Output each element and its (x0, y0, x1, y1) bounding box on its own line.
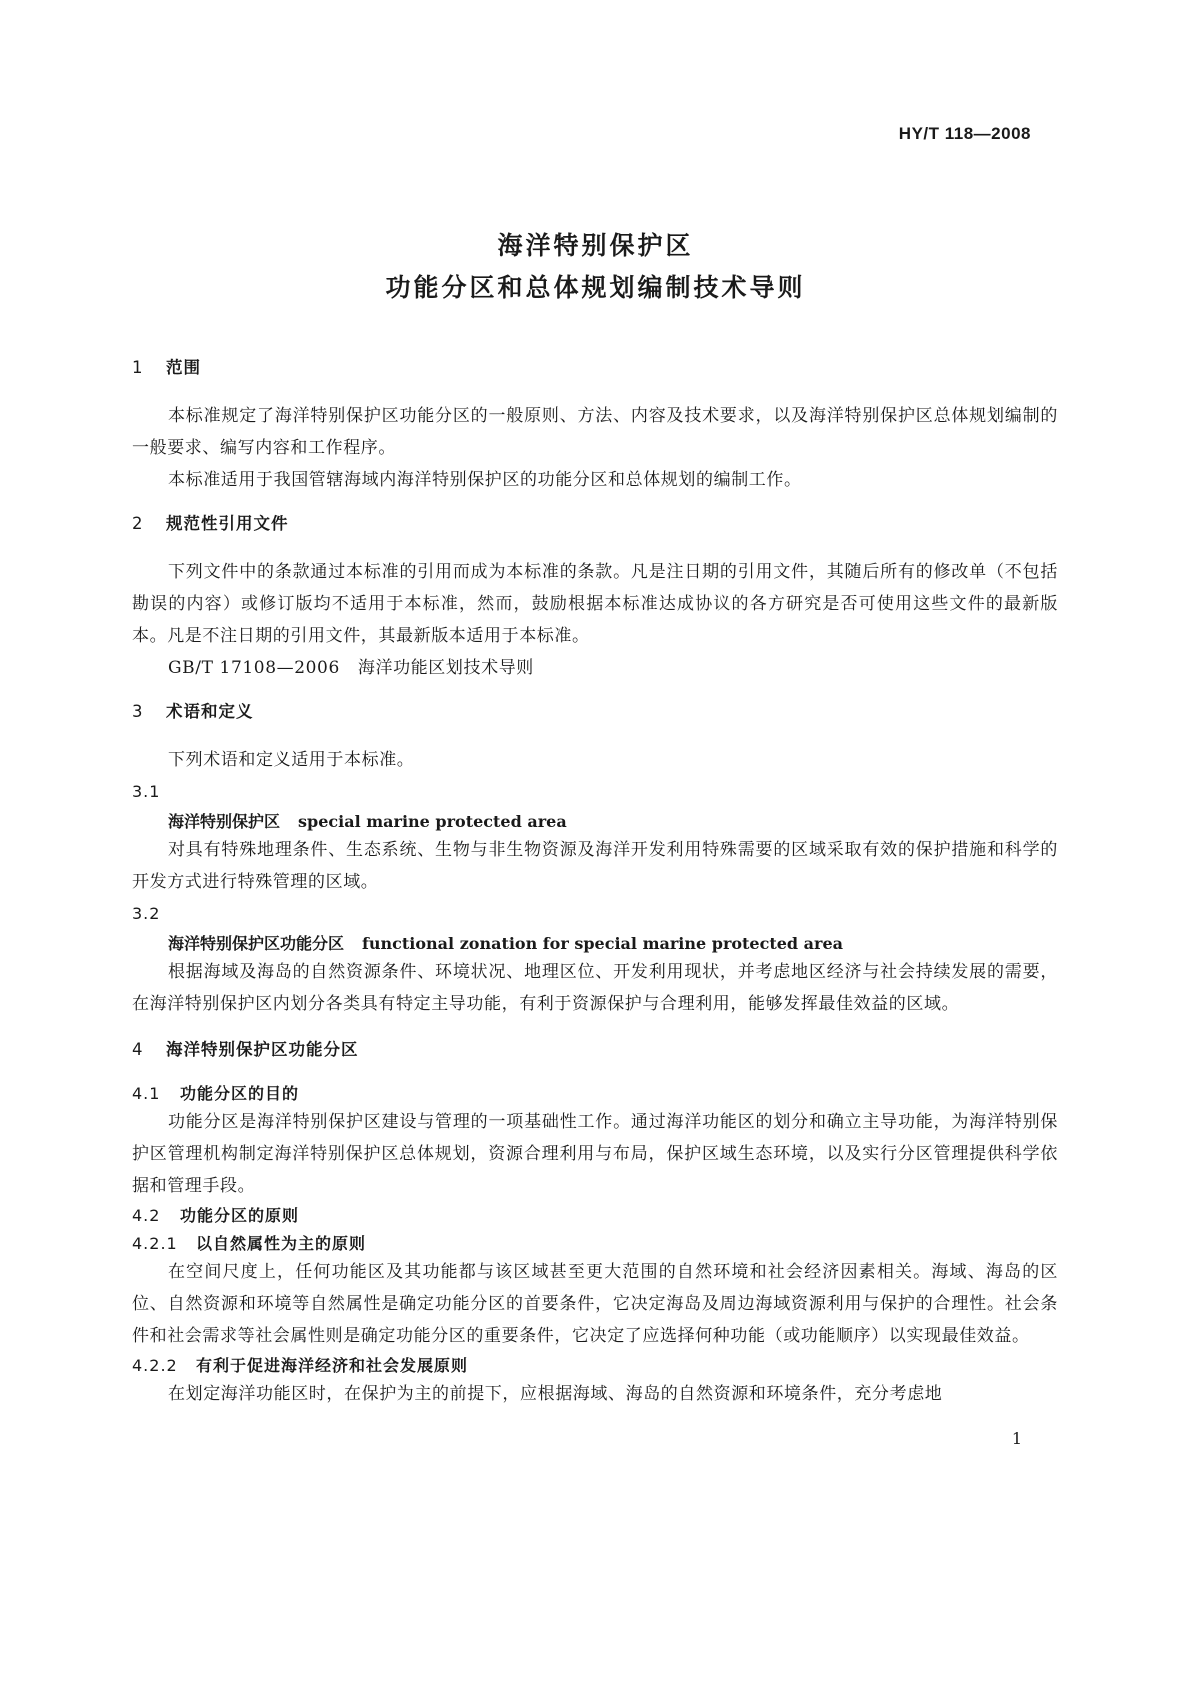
page-number: 1 (1011, 1429, 1022, 1448)
document-title (0, 225, 1191, 309)
section-4-2-1-heading: 4.2.1 以自然属性为主的原则 (132, 1234, 367, 1253)
section-2-heading: 2 规范性引用文件 (132, 514, 289, 533)
section-4-2-2-heading: 4.2.2 有利于促进海洋经济和社会发展原则 (132, 1356, 469, 1375)
title-line-2: 功能分区和总体规划编制技术导则 (385, 273, 806, 302)
s1-paragraph-2: 本标准适用于我国管辖海域内海洋特别保护区的功能分区和总体规划的编制工作。 (168, 470, 802, 490)
s4-1-paragraph: 功能分区是海洋特别保护区建设与管理的一项基础性工作。通过海洋功能区的划分和确立主导功能，为海洋特别保护区管理机构制定海洋特别保护区总体规划，资源合理利用与布局，保护区域生态环境，以及实行分区管理提供科学依据和管理手段。 (132, 1112, 1058, 1196)
term-3-2-definition: 根据海域及海岛的自然资源条件、环境状况、地理区位、开发利用现状，并考虑地区经济与社会持续发展的需要，在海洋特别保护区内划分各类具有特定主导功能，有利于资源保护与合理利用，能够发挥最佳效益的区域。 (132, 962, 1058, 1014)
term-3-1-number: 3.1 (132, 782, 161, 801)
term-3-1-definition: 对具有特殊地理条件、生态系统、生物与非生物资源及海洋开发利用特殊需要的区域采取有效的保护措施和科学的开发方式进行特殊管理的区域。 (132, 840, 1058, 892)
s3-paragraph-1: 下列术语和定义适用于本标准。 (168, 750, 415, 770)
document-body (132, 356, 1058, 1410)
normative-reference (132, 652, 1058, 684)
s4-2-1-paragraph: 在空间尺度上，任何功能区及其功能都与该区域甚至更大范围的自然环境和社会经济因素相关。海域、海岛的区位、自然资源和环境等自然属性是确定功能分区的首要条件，它决定海岛及周边海域资源利用与保护的合理性。社会条件和社会需求等社会属性则是确定功能分区的重要条件，它决定了应选择何种功能（或功能顺序）以实现最佳效益。 (132, 1262, 1058, 1346)
s1-paragraph-1: 本标准规定了海洋特别保护区功能分区的一般原则、方法、内容及技术要求，以及海洋特别保护区总体规划编制的一般要求、编写内容和工作程序。 (132, 406, 1058, 458)
section-4-heading: 4 海洋特别保护区功能分区 (132, 1040, 359, 1059)
reference-code: GB/T 17108—2006 (168, 658, 340, 678)
standard-code: HY/T 118—2008 (898, 124, 1031, 143)
title-line-1: 海洋特别保护区 (497, 231, 694, 260)
reference-title: 海洋功能区划技术导则 (357, 658, 534, 678)
term-3-2-number: 3.2 (132, 904, 161, 923)
term-3-2: 海洋特别保护区功能分区 functional zonation for special marine protected area (168, 934, 844, 953)
term-3-1: 海洋特别保护区 special marine protected area (168, 812, 567, 831)
section-1-heading: 1 范围 (132, 358, 201, 377)
section-4-2-heading: 4.2 功能分区的原则 (132, 1206, 300, 1225)
section-4-1-heading: 4.1 功能分区的目的 (132, 1084, 300, 1103)
section-3-heading: 3 术语和定义 (132, 702, 254, 721)
s4-2-2-paragraph: 在划定海洋功能区时，在保护为主的前提下，应根据海域、海岛的自然资源和环境条件，充分考虑地 (168, 1384, 943, 1404)
s2-paragraph-1: 下列文件中的条款通过本标准的引用而成为本标准的条款。凡是注日期的引用文件，其随后所有的修改单（不包括勘误的内容）或修订版均不适用于本标准，然而，鼓励根据本标准达成协议的各方研究是否可使用这些文件的最新版本。凡是不注日期的引用文件，其最新版本适用于本标准。 (132, 562, 1058, 646)
